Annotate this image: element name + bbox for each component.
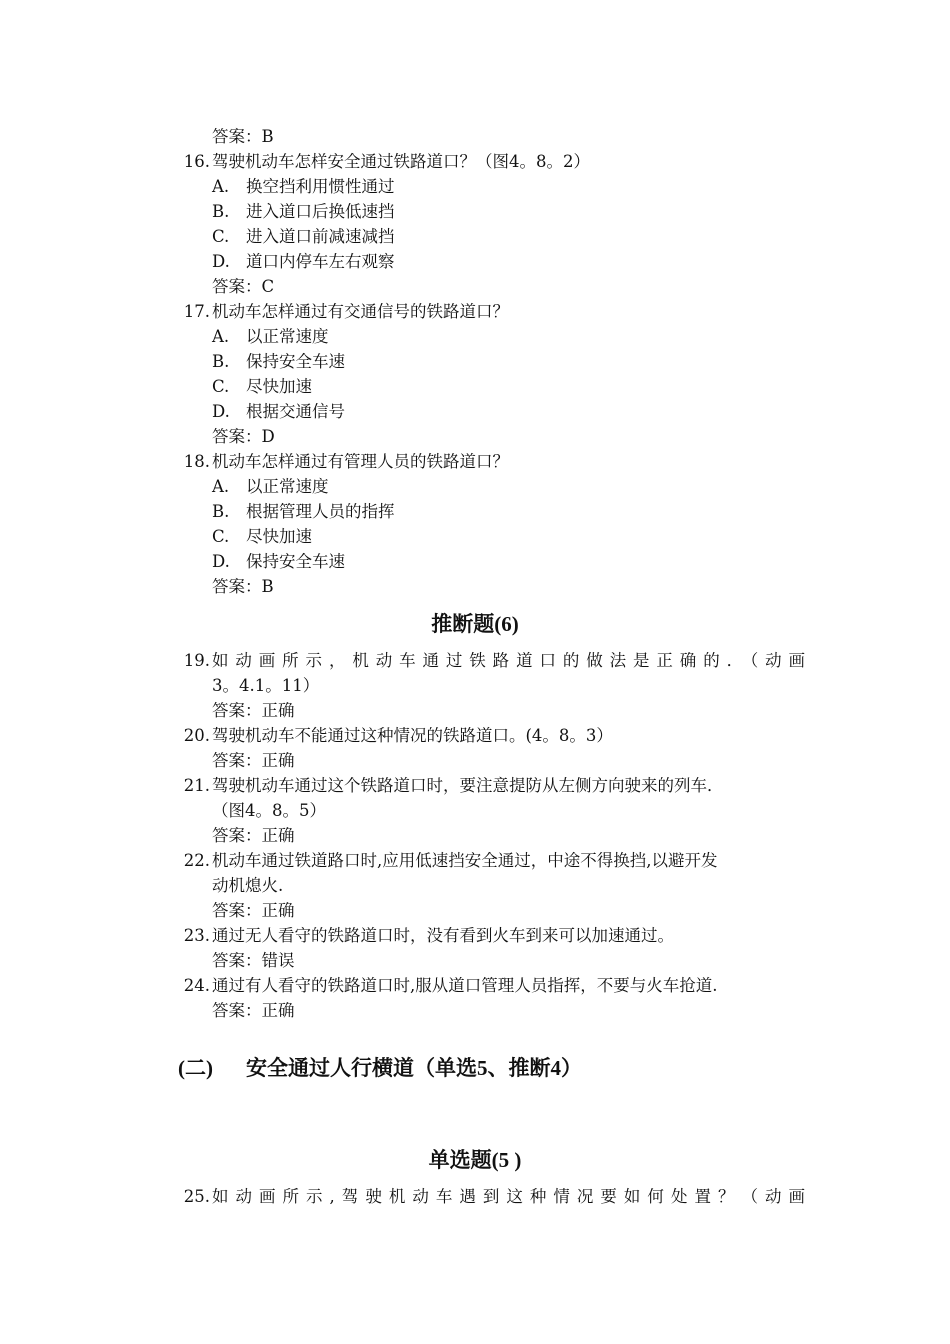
question-text: 通过无人看守的铁路道口时，没有看到火车到来可以加速通过。 — [212, 926, 674, 945]
question-number: 19. — [183, 651, 210, 670]
question-text: 机动车怎样通过有交通信号的铁路道口？ — [212, 302, 509, 321]
question-number: 23. — [183, 926, 210, 945]
question-text: 机动车通过铁道路口时,应用低速挡安全通过，中途不得换挡,以避开发 — [212, 851, 718, 870]
question-number: 17. — [183, 302, 210, 321]
section-heading — [178, 1052, 582, 1082]
question-number: 16. — [183, 152, 210, 171]
single-choice-heading: 单选题(5 ) — [428, 1148, 522, 1172]
question-text: 机动车怎样通过有管理人员的铁路道口？ — [212, 452, 509, 471]
question-text: 通过有人看守的铁路道口时,服从道口管理人员指挥，不要与火车抢道. — [212, 976, 718, 995]
question-number: 22. — [183, 851, 210, 870]
judge-section-heading: 推断题(6) — [431, 612, 519, 636]
question-number: 20. — [183, 726, 210, 745]
question-text: 如动画所示,驾驶机动车遇到这种情况要如何处置？（动画 — [212, 1187, 805, 1206]
document-page: 答案：B 16. 驾驶机动车怎样安全通过铁路道口？（图4。8。2） A. 换空挡利用惯性通过 B. 进入道口后换低速挡 C. 进入道口前减速减挡 D. 道口内停车左右观察 答案：C 17. 机动车怎样通过有交通信号的铁路道口？ A. 以正常速度 B. 保持安全车速 C. 尽快加速 D. 根据交通信号 答案：D 18. 机动车怎样通过有管理人员的铁路道口？ A. 以正常速度 B. 根据管理人员的指挥 C. 尽快加速 D. 保持安全车速 答案：B 推断题(6) 19. 如动画所示，机动车通过铁路道口的做法是正确的．（动画 3。4.1。11） 答案：正确 20. 驾驶机动车不能通过这种情况的铁路道口。(4。8。3） 答案：正确 21. 驾驶机动车通过这个铁路道口时，要注意提防从左侧方向驶来的列车． （图4。8。5） 答案：正确 22. 机动车通过铁道路口时,应用低速挡安全通过，中途不得换挡,以避开发 动机熄火. 答案：正确 23. 通过无人看守的铁路道口时，没有看到火车到来可以加速通过。 答案：错误 24. 通过有人看守的铁路道口时,服从道口管理人员指挥，不要与火车抢道. 答案：正确 (二) 安全通过人行横道（单选5、推断4） 单选题(5 ) 25. 如动画所示,驾驶机动车遇到这种情况要如何处置？（动画 — [0, 0, 950, 1344]
question-number: 25. — [183, 1187, 210, 1206]
question-number: 24. — [183, 976, 210, 995]
question-text: 驾驶机动车不能通过这种情况的铁路道口。(4。8。3） — [212, 726, 613, 745]
question-number: 21. — [183, 776, 210, 795]
question-text: 驾驶机动车通过这个铁路道口时，要注意提防从左侧方向驶来的列车． — [212, 776, 724, 795]
section-number: (二) — [178, 1056, 213, 1080]
question-number: 18. — [183, 452, 210, 471]
section-title: 安全通过人行横道（单选5、推断4） — [246, 1056, 582, 1080]
question-text: 如动画所示，机动车通过铁路道口的做法是正确的．（动画 — [212, 651, 805, 670]
question-text: 驾驶机动车怎样安全通过铁路道口？（图4。8。2） — [212, 152, 590, 171]
